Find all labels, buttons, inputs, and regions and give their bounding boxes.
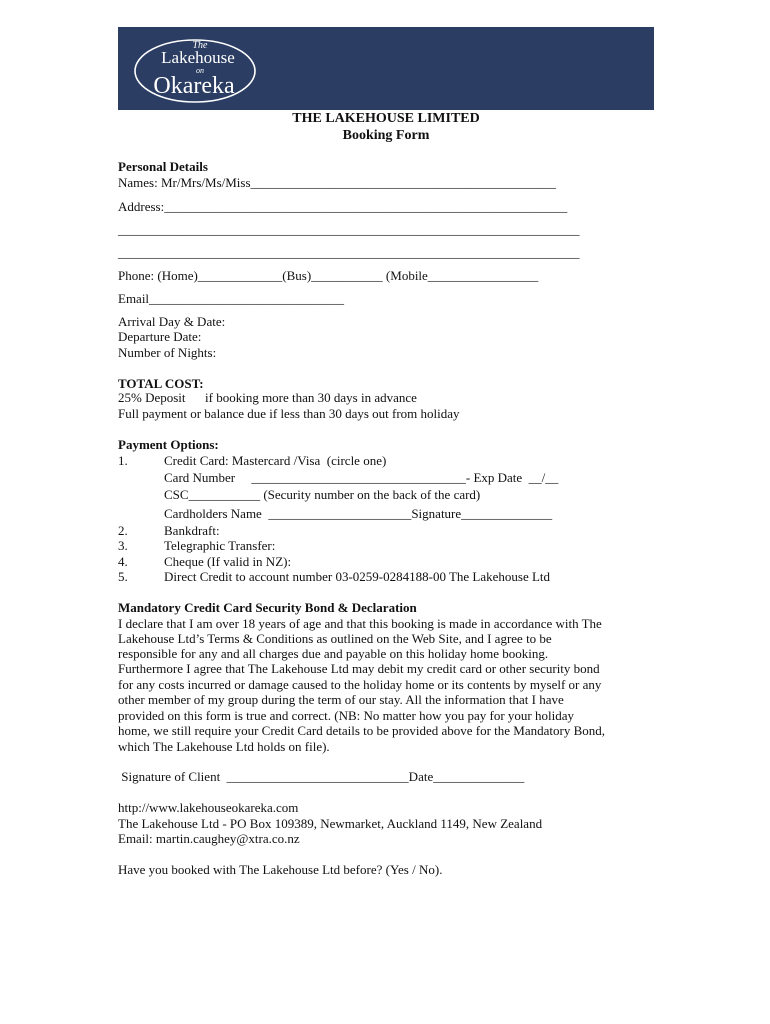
personal-details-heading: Personal Details <box>118 159 208 174</box>
website-link[interactable]: http://www.lakehouseokareka.com <box>118 800 299 815</box>
payment-item-text: Bankdraft: <box>164 523 220 538</box>
logo-text-okareka: Okareka <box>153 73 235 99</box>
previous-booking-question: Have you booked with The Lakehouse Ltd before? (Yes / No). <box>118 862 443 877</box>
card-number-field: Card Number _________________________________- Exp Date __/__ <box>164 470 559 485</box>
address-field: Address:______________________________________________________________ <box>118 199 568 214</box>
nights-field: Number of Nights: <box>118 345 217 360</box>
payment-item-number: 1. <box>118 453 128 468</box>
logo-text-the: The <box>192 40 208 51</box>
client-signature-field: Signature of Client ____________________________Date______________ <box>118 769 525 784</box>
payment-item-number: 2. <box>118 523 128 538</box>
payment-item-number: 4. <box>118 554 128 569</box>
bond-text-line: which The Lakehouse Ltd holds on file). <box>118 739 330 754</box>
email-field: Email______________________________ <box>118 291 345 306</box>
bond-text-line: other member of my group during the term of our stay. All the information that I have <box>118 692 564 707</box>
payment-options-heading: Payment Options: <box>118 437 219 452</box>
bond-text-line: responsible for any and all charges due and payable on this holiday home booking. <box>118 646 549 661</box>
names-field: Names: Mr/Mrs/Ms/Miss_______________________________________________ <box>118 175 557 190</box>
address-line-2: _______________________________________________________________________ <box>118 222 580 237</box>
postal-address: The Lakehouse Ltd - PO Box 109389, Newmarket, Auckland 1149, New Zealand <box>118 816 543 831</box>
header-banner <box>118 27 654 110</box>
csc-field: CSC___________ (Security number on the back of the card) <box>164 487 481 502</box>
payment-item-text: Credit Card: Mastercard /Visa (circle one) <box>164 453 387 468</box>
bond-heading: Mandatory Credit Card Security Bond & Declaration <box>118 600 417 615</box>
full-payment-text: Full payment or balance due if less than 30 days out from holiday <box>118 406 460 421</box>
cardholder-field: Cardholders Name ______________________Signature______________ <box>164 506 553 521</box>
payment-item-number: 3. <box>118 538 128 553</box>
bond-text-line: for any costs incurred or damage caused to the holiday home or its contents by myself or any <box>118 677 602 692</box>
bond-text-line: Lakehouse Ltd’s Terms & Conditions as outlined on the Web Site, and I agree to be <box>118 631 552 646</box>
departure-field: Departure Date: <box>118 329 202 344</box>
company-title: THE LAKEHOUSE LIMITED <box>292 111 480 126</box>
contact-email: Email: martin.caughey@xtra.co.nz <box>118 831 300 846</box>
phone-field: Phone: (Home)_____________(Bus)___________ (Mobile_________________ <box>118 268 539 283</box>
address-line-3: _______________________________________________________________________ <box>118 245 580 260</box>
payment-item-text: Direct Credit to account number 03-0259-0284188-00 The Lakehouse Ltd <box>164 569 551 584</box>
bond-text-line: provided on this form is true and correct. (NB: No matter how you pay for your holiday <box>118 708 574 723</box>
logo-text-on: on <box>196 66 204 75</box>
deposit-text: 25% Deposit if booking more than 30 days in advance <box>118 390 417 405</box>
bond-text-line: I declare that I am over 18 years of age and that this booking is made in accordance with The <box>118 616 602 631</box>
form-title: Booking Form <box>342 128 430 143</box>
bond-text-line: home, we still require your Credit Card details to be provided above for the Mandatory Bond, <box>118 723 606 738</box>
total-cost-heading: TOTAL COST: <box>118 376 204 391</box>
arrival-field: Arrival Day & Date: <box>118 314 226 329</box>
payment-item-text: Cheque (If valid in NZ): <box>164 554 292 569</box>
payment-item-number: 5. <box>118 569 128 584</box>
lakehouse-logo <box>130 31 260 107</box>
logo-text-lakehouse: Lakehouse <box>161 48 235 67</box>
bond-text-line: Furthermore I agree that The Lakehouse Ltd may debit my credit card or other security bond <box>118 661 600 676</box>
payment-item-text: Telegraphic Transfer: <box>164 538 276 553</box>
